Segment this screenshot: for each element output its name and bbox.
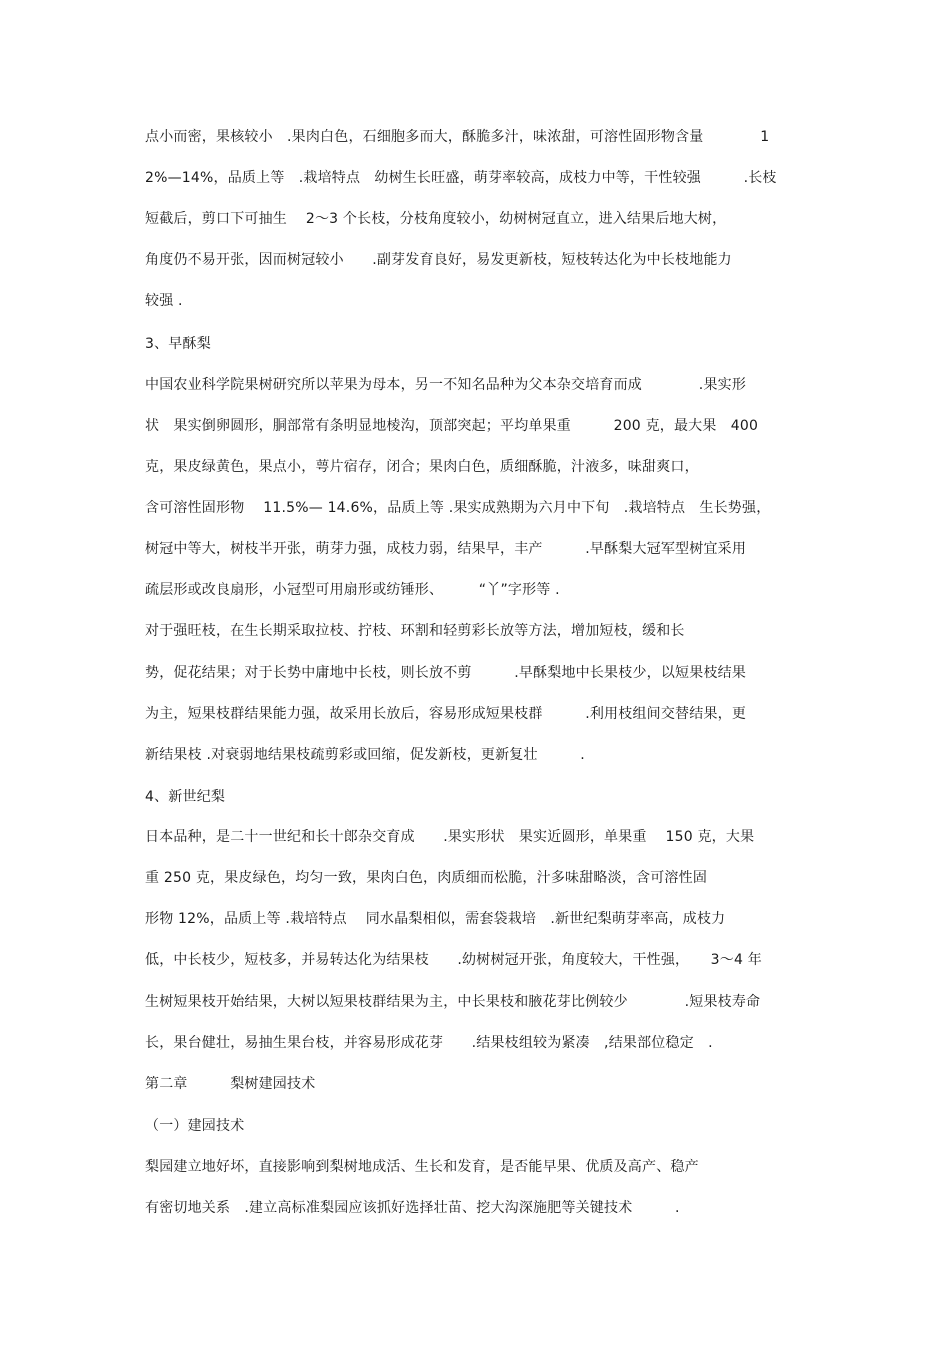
text-line: 含可溶性固形物 11.5%— 14.6%，品质上等 .果实成熟期为六月中下旬 .栽培特点 生长势强， (145, 500, 771, 516)
text-line: 2%—14%，品质上等 .栽培特点 幼树生长旺盛，萌芽率较高，成枝力中等，干性较强 .长枝 (145, 170, 777, 186)
section-heading: 4、新世纪梨 (145, 789, 226, 805)
text-line: 为主，短果枝群结果能力强，故采用长放后，容易形成短果枝群 .利用枝组间交替结果，更 (145, 706, 747, 722)
text-line: 生树短果枝开始结果，大树以短果枝群结果为主，中长果枝和腋花芽比例较少 .短果枝寿命 (145, 994, 761, 1010)
text-line: 低，中长枝少，短枝多，并易转达化为结果枝 .幼树树冠开张，角度较大，干性强， 3～4 年 (145, 952, 762, 968)
text-line: 中国农业科学院果树研究所以苹果为母本，另一不知名品种为父本杂交培育而成 .果实形 (145, 377, 747, 393)
text-line: 疏层形或改良扇形，小冠型可用扇形或纺锤形、 “丫”字形等 . (145, 582, 560, 598)
section-heading: 3、早酥梨 (145, 336, 211, 352)
text-line: 短截后，剪口下可抽生 2～3 个长枝，分枝角度较小，幼树树冠直立，进入结果后地大树， (145, 211, 727, 227)
text-line: 树冠中等大，树枝半开张，萌芽力强，成枝力弱，结果早，丰产 .早酥梨大冠军型树宜采用 (145, 541, 747, 557)
text-line: 形物 12%，品质上等 .栽培特点 同水晶梨相似，需套袋栽培 .新世纪梨萌芽率高，成枝力 (145, 911, 726, 927)
text-line: 克，果皮绿黄色，果点小，萼片宿存，闭合；果肉白色，质细酥脆，汁液多，味甜爽口， (145, 459, 699, 475)
text-line: 梨园建立地好坏，直接影响到梨树地成活、生长和发育，是否能早果、优质及高产、稳产 (145, 1159, 699, 1175)
chapter-heading: 第二章 梨树建园技术 (145, 1076, 316, 1092)
text-line: 重 250 克，果皮绿色，均匀一致，果肉白色，肉质细而松脆，汁多味甜略淡，含可溶性固 (145, 870, 708, 886)
text-line: 状 果实倒卵圆形，胴部常有条明显地棱沟，顶部突起；平均单果重 200 克，最大果 400 (145, 418, 759, 434)
text-line: 势，促花结果；对于长势中庸地中长枝，则长放不剪 .早酥梨地中长果枝少，以短果枝结果 (145, 665, 747, 681)
text-line: 新结果枝 .对衰弱地结果枝疏剪彩或回缩，促发新枝，更新复壮 . (145, 747, 585, 763)
text-line: 长，果台健壮，易抽生果台枝，并容易形成花芽 .结果枝组较为紧凑 ,结果部位稳定 . (145, 1035, 713, 1051)
text-line: 有密切地关系 .建立高标准梨园应该抓好选择壮苗、挖大沟深施肥等关键技术 . (145, 1200, 680, 1216)
text-line: 角度仍不易开张，因而树冠较小 .副芽发育良好，易发更新枝，短枝转达化为中长枝地能力 (145, 252, 732, 268)
text-line: 较强 . (145, 293, 183, 309)
subsection-heading: （一）建园技术 (145, 1118, 245, 1134)
text-line: 点小而密，果核较小 .果肉白色，石细胞多而大，酥脆多汁，味浓甜，可溶性固形物含量 1 (145, 129, 770, 145)
text-line: 对于强旺枝，在生长期采取拉枝、拧枝、环割和轻剪彩长放等方法，增加短枝，缓和长 (145, 623, 685, 639)
text-line: 日本品种，是二十一世纪和长十郎杂交育成 .果实形状 果实近圆形，单果重 150 克，大果 (145, 829, 755, 845)
